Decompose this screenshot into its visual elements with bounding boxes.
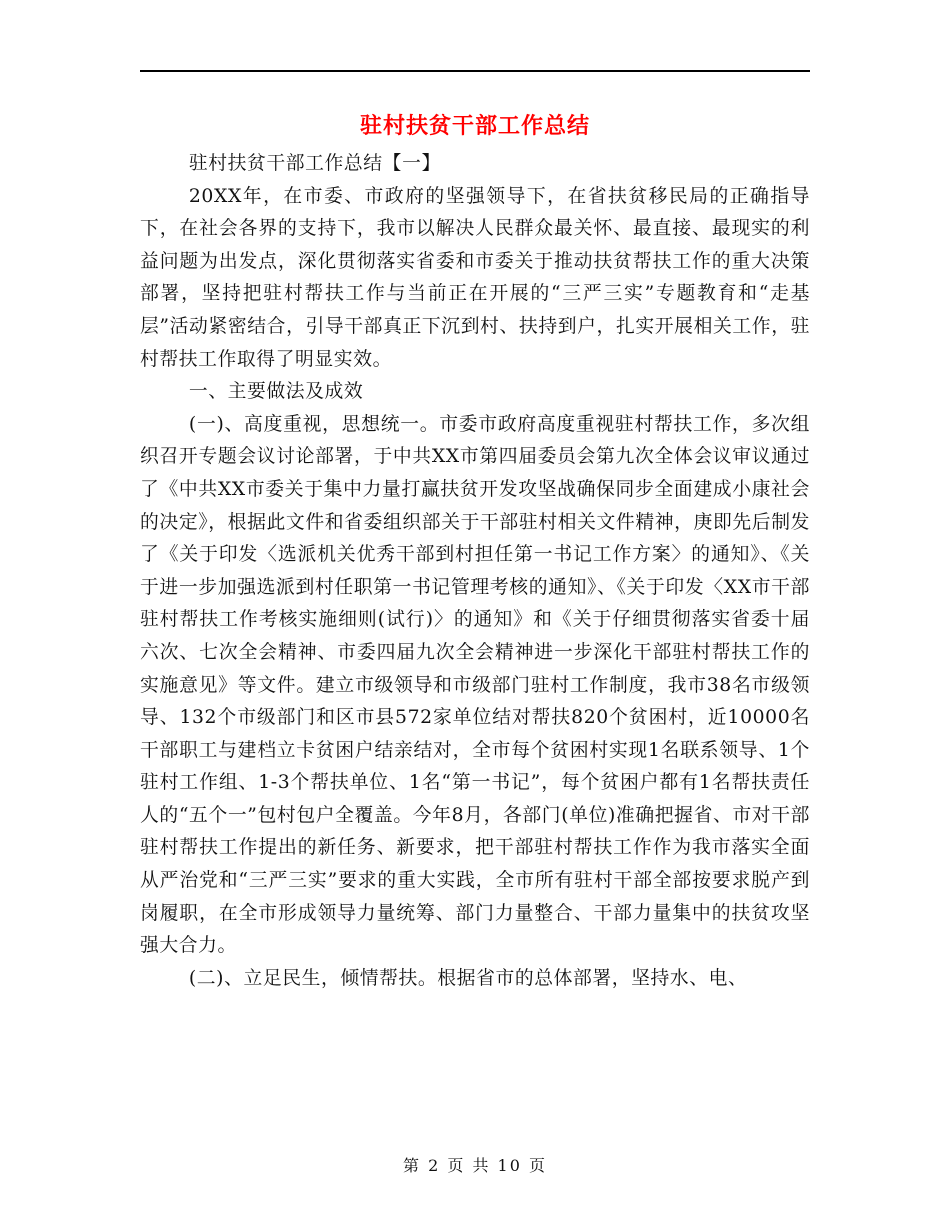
document-body — [140, 148, 810, 995]
section-heading: 一、主要做法及成效 — [188, 381, 364, 403]
section-subtitle: 驻村扶贫干部工作总结【一】 — [188, 153, 441, 174]
page-number: 第 2 页 共 10 页 — [403, 1156, 547, 1175]
paragraph-one: (一)、高度重视，思想统一。市委市政府高度重视驻村帮扶工作，多次组织召开专题会议讨论部署，于中共XX市第四届委员会第九次全体会议审议通过了《中共XX市委关于集中力量打赢扶贫开发攻坚战确保同步全面建成小康社会的决定》，根据此文件和省委组织部关于干部驻村相关文件精神，庚即先后制发了《关于印发〈选派机关优秀干部到村担任第一书记工作方案〉的通知》、《关于进一步加强选派到村任职第一书记管理考核的通知》、《关于印发〈XX市干部驻村帮扶工作考核实施细则(试行)〉的通知》和《关于仔细贯彻落实省委十届六次、七次全会精神、市委四届九次全会精神进一步深化干部驻村帮扶工作的实施意见》等文件。建立市级领导和市级部门驻村工作制度，我市38名市级领导、132个市级部门和区市县572家单位结对帮扶820个贫困村，近10000名干部职工与建档立卡贫困户结亲结对，全市每个贫困村实现1名联系领导、1个驻村工作组、1-3个帮扶单位、1名“第一书记”，每个贫困户都有1名帮扶责任人的“五个一”包村包户全覆盖。今年8月，各部门(单位)准确把握省、市对干部驻村帮扶工作提出的新任务、新要求，把干部驻村帮扶工作作为我市落实全面从严治党和“三严三实”要求的重大实践，全市所有驻村干部全部按要求脱产到岗履职，在全市形成领导力量统筹、部门力量整合、干部力量集中的扶贫攻坚强大合力。 — [140, 413, 810, 957]
document-title: 驻村扶贫干部工作总结 — [359, 113, 590, 139]
header-rule — [140, 70, 810, 72]
paragraph-intro: 20XX年，在市委、市政府的坚强领导下，在省扶贫移民局的正确指导下，在社会各界的支持下，我市以解决人民群众最关怀、最直接、最现实的利益问题为出发点，深化贯彻落实省委和市委关于推动扶贫帮扶工作的重大决策部署，坚持把驻村帮扶工作与当前正在开展的“三严三实”专题教育和“走基层”活动紧密结合，引导干部真正下沉到村、扶持到户，扎实开展相关工作，驻村帮扶工作取得了明显实效。 — [140, 185, 810, 370]
paragraph-two: (二)、立足民生，倾情帮扶。根据省市的总体部署，坚持水、电、 — [188, 967, 748, 989]
